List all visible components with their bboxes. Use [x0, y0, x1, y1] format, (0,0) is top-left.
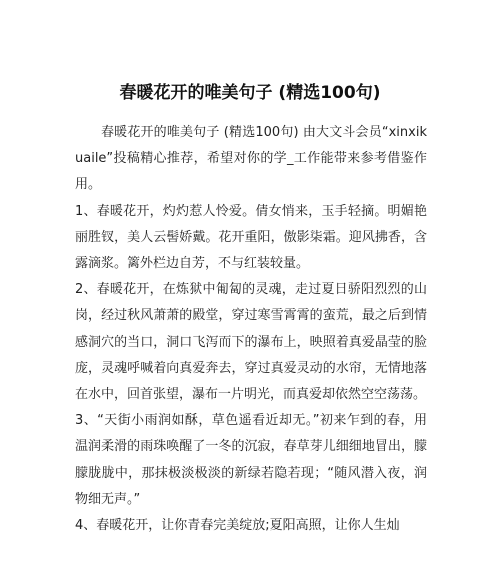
- paragraph-4: 4、春暖花开，让你青春完美绽放;夏阳高照，让你人生灿: [75, 518, 400, 534]
- document-title: 春暖花开的唯美句子 (精选100句): [119, 83, 381, 103]
- paragraph-3: 3、“天街小雨润如酥，草色遥看近却无。”初来乍到的春，用温润柔滑的雨珠唤醒了一冬的沉寂，春草芽儿细细地冒出，朦朦胧胧中，那抹极淡极淡的新绿若隐若现；“随风潜入夜，润物细无声。”: [75, 413, 427, 507]
- paragraph-2: 2、春暖花开，在炼狱中匍匐的灵魂，走过夏日骄阳烈烈的山岗，经过秋风萧萧的殿堂，穿过寒雪霄霄的蛮荒，最之后到情感洞穴的当口，洞口飞泻而下的瀑布上，映照着真爱晶莹的脸庞，灵魂呼喊着向真爱奔去，穿过真爱灵动的水帘，无情地落在水中，回首张望，瀑布一片明光，而真爱却依然空空荡荡。: [75, 282, 427, 403]
- intro-paragraph: 春暖花开的唯美句子 (精选100句) 由大文斗会员“xinxikuaile”投稿精心推荐，希望对你的学_工作能带来参考借鉴作用。: [75, 125, 427, 193]
- paragraph-1: 1、春暖花开，灼灼惹人怜爱。倩女悄来，玉手轻摘。明媚艳丽胜钗，美人云髻娇戴。花开重阳，傲影柒霜。迎风拂香，含露滴浆。篱外栏边自芳，不与红装较量。: [75, 203, 427, 272]
- document-body: [75, 120, 427, 539]
